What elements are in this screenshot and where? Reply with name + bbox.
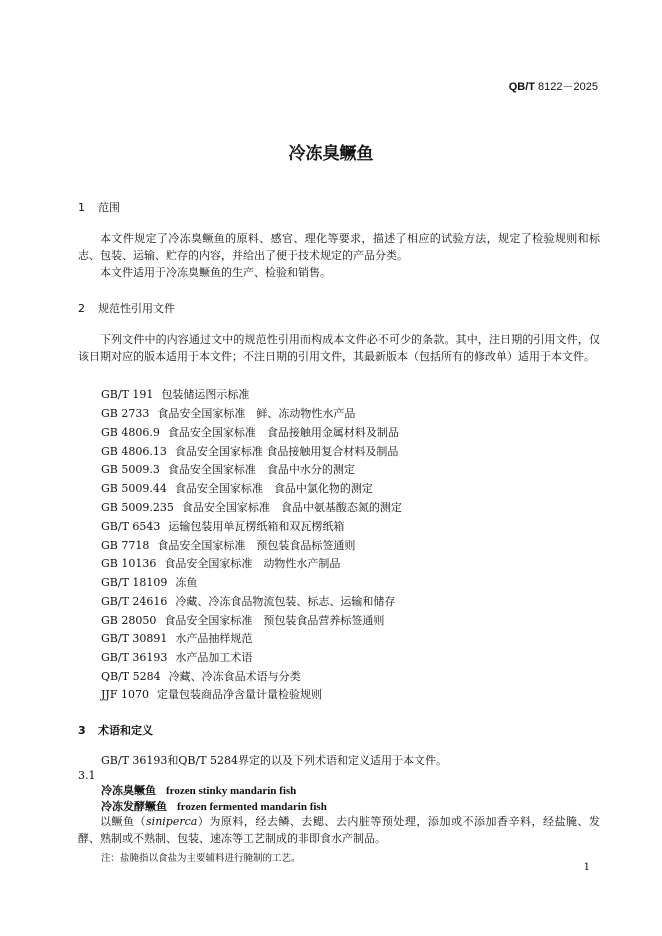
reference-code: GB 5009.3: [101, 463, 160, 476]
reference-title: 运输包装用单瓦楞纸箱和双瓦楞纸箱: [168, 520, 345, 533]
scope-paragraph-2: 本文件适用于冷冻臭鳜鱼的生产、检验和销售。: [100, 266, 331, 279]
reference-title: 冻鱼: [175, 576, 198, 589]
reference-item: [101, 405, 355, 421]
reference-title: 食品安全国家标准 预包装食品营养标签通则: [164, 614, 385, 627]
reference-item: [101, 499, 402, 515]
reference-code: GB 28050: [101, 614, 157, 627]
standard-code: 8122－2025: [535, 81, 598, 93]
section-title: 范围: [98, 201, 120, 214]
reference-item: [101, 518, 344, 534]
reference-title: 水产品加工术语: [175, 651, 253, 664]
reference-code: GB 5009.235: [101, 501, 174, 514]
section-number: 3: [78, 724, 86, 737]
reference-code: QB/T 5284: [101, 670, 161, 683]
reference-title: 食品安全国家标准 食品接触用金属材料及制品: [167, 426, 399, 439]
reference-code: GB 10136: [101, 557, 157, 570]
reference-title: 包装储运图示标准: [161, 388, 250, 401]
reference-item: [101, 424, 399, 440]
term-definition: [78, 813, 600, 847]
reference-code: JJF 1070: [101, 688, 149, 701]
section-1-heading: [78, 199, 120, 215]
reference-code: GB 4806.9: [101, 426, 160, 439]
reference-item: [101, 593, 395, 609]
definition-latin-name: siniperca: [146, 815, 198, 828]
term-2-chinese: 冷冻发酵鳜鱼: [101, 800, 167, 813]
clause-number: 3.1: [78, 769, 96, 782]
reference-code: GB/T 6543: [101, 520, 161, 533]
reference-code: GB 5009.44: [101, 482, 167, 495]
definition-prefix: 以鳜鱼（: [100, 815, 147, 828]
reference-title: 食品安全国家标准 食品中水分的测定: [167, 463, 355, 476]
reference-code: GB 2733: [101, 407, 150, 420]
reference-item: [101, 537, 355, 553]
reference-title: 食品安全国家标准 食品中氨基酸态氮的测定: [181, 501, 402, 514]
document-title: 冷冻臭鳜鱼: [288, 144, 374, 164]
reference-title: 食品安全国家标准 动物性水产制品: [164, 557, 341, 570]
reference-title: 食品安全国家标准 鲜、冻动物性水产品: [157, 407, 356, 420]
section-number: 1: [78, 201, 85, 214]
page-number: 1: [583, 862, 590, 873]
section-3-heading: [78, 722, 153, 738]
reference-item: [101, 480, 373, 496]
section-number: 2: [78, 302, 85, 315]
reference-title: 冷藏、冷冻食品物流包装、标志、运输和储存: [175, 595, 396, 608]
scope-paragraph-1: 本文件规定了冷冻臭鳜鱼的原料、感官、理化等要求，描述了相应的试验方法，规定了检验规则和标志、包装、运输、贮存的内容，并给出了便于技术规定的产品分类。: [78, 232, 600, 262]
section-title: 规范性引用文件: [98, 302, 175, 315]
reference-item: [101, 686, 322, 702]
reference-item: [101, 386, 249, 402]
reference-item: [101, 443, 398, 459]
section-2-heading: [78, 300, 175, 316]
reference-code: GB/T 36193: [101, 651, 168, 664]
term-note: 注：盐腌指以食盐为主要辅料进行腌制的工艺。: [101, 853, 301, 864]
reference-title: 定量包装商品净含量计量检验规则: [156, 688, 322, 701]
reference-item: [101, 555, 340, 571]
definition-body: ）为原料，经去鳞、去鳃、去内脏等预处理，添加或不添加香辛料，经盐腌、发酵、熟制或不熟制、包装、速冻等工艺制成的非即食水产制品。: [78, 815, 601, 845]
reference-code: GB/T 30891: [101, 632, 168, 645]
term-2-english: frozen fermented mandarin fish: [177, 801, 327, 813]
term-1-chinese: 冷冻臭鳜鱼: [101, 784, 156, 797]
reference-title: 食品安全国家标准 预包装食品标签通则: [157, 539, 356, 552]
term-1: [101, 782, 296, 798]
reference-item: [101, 630, 252, 646]
reference-title: 水产品抽样规范: [175, 632, 253, 645]
standard-number: [509, 78, 598, 94]
reference-code: GB/T 18109: [101, 576, 168, 589]
reference-code: GB 4806.13: [101, 445, 167, 458]
reference-code: GB/T 24616: [101, 595, 168, 608]
reference-code: GB/T 191: [101, 388, 154, 401]
standard-prefix: QB/T: [508, 81, 535, 93]
term-2: [101, 798, 327, 814]
reference-title: 食品安全国家标准 食品接触用复合材料及制品: [174, 445, 399, 458]
normative-references-paragraph: 下列文件中的内容通过文中的规范性引用而构成本文件必不可少的条款。其中，注日期的引用文件，仅该日期对应的版本适用于本文件；不注日期的引用文件，其最新版本（包括所有的修改单）适用于本文件。: [78, 333, 600, 363]
reference-item: [101, 649, 252, 665]
reference-title: 冷藏、冷冻食品术语与分类: [168, 670, 301, 683]
reference-item: [101, 668, 301, 684]
reference-title: 食品安全国家标准 食品中氯化物的测定: [174, 482, 373, 495]
reference-item: [101, 574, 197, 590]
terms-intro-paragraph: GB/T 36193和QB/T 5284界定的以及下列术语和定义适用于本文件。: [101, 754, 448, 767]
section-title: 术语和定义: [98, 724, 153, 737]
reference-item: [101, 461, 355, 477]
term-1-english: frozen stinky mandarin fish: [166, 785, 297, 797]
reference-item: [101, 612, 384, 628]
reference-code: GB 7718: [101, 539, 150, 552]
